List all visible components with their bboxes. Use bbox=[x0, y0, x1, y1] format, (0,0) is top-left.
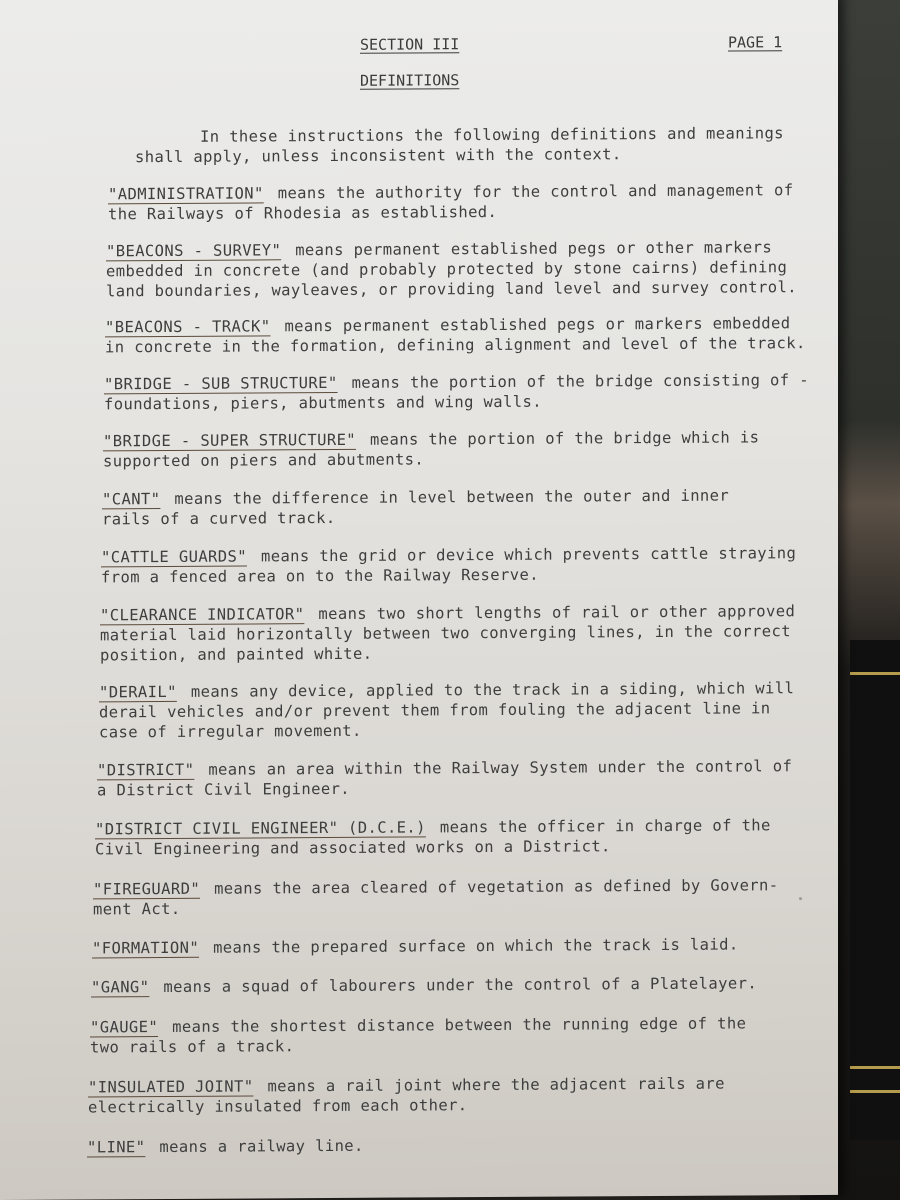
definition-bridge-super-structure bbox=[103, 427, 823, 471]
page-number: PAGE 1 bbox=[728, 33, 783, 52]
intro-line: shall apply, unless inconsistent with the context. bbox=[135, 145, 622, 167]
definition-term: "BRIDGE - SUB STRUCTURE" bbox=[104, 373, 338, 394]
definition-term: "GAUGE" bbox=[90, 1018, 159, 1037]
definition-text: means the shortest distance between the running edge of the bbox=[172, 1014, 747, 1036]
definition-text: embedded in concrete (and probably protected by stone cairns) defining bbox=[106, 258, 788, 281]
definition-line bbox=[87, 1133, 807, 1157]
book-spine bbox=[850, 640, 900, 1140]
definition-insulated-joint bbox=[88, 1073, 808, 1117]
definition-text: means the portion of the bridge consisting of - bbox=[351, 371, 809, 392]
definition-gauge bbox=[90, 1013, 810, 1057]
definition-text: derail vehicles and/or prevent them from fouling the adjacent line in bbox=[99, 699, 771, 722]
definition-term: "DISTRICT" bbox=[97, 760, 195, 780]
definition-text: electrically insulated from each other. bbox=[88, 1096, 468, 1117]
definition-text: ment Act. bbox=[93, 899, 181, 919]
definition-district bbox=[97, 756, 817, 800]
definition-term: "DISTRICT CIVIL ENGINEER" (D.C.E.) bbox=[95, 818, 426, 839]
definition-text: means permanent established pegs or markers embedded bbox=[284, 314, 791, 336]
definition-text: means the portion of the bridge which is bbox=[370, 428, 760, 449]
definition-text: from a fenced area on to the Railway Reserve. bbox=[101, 565, 539, 587]
definition-text: means an area within the Railway System under the control of bbox=[208, 757, 793, 779]
definition-gang bbox=[91, 973, 811, 997]
definition-text: land boundaries, wayleaves, or providing land level and survey control. bbox=[106, 278, 797, 301]
definition-district-civil-engineer bbox=[95, 815, 815, 859]
definition-term: "CANT" bbox=[102, 490, 161, 509]
definition-text: means a rail joint where the adjacent rails are bbox=[267, 1074, 725, 1096]
definition-beacons-survey bbox=[106, 237, 826, 301]
definition-text: means a squad of labourers under the control of a Platelayer. bbox=[163, 974, 758, 997]
paper-speck bbox=[799, 897, 802, 900]
definition-text: means permanent established pegs or other markers bbox=[295, 238, 773, 260]
definition-text: Civil Engineering and associated works on a District. bbox=[95, 837, 611, 859]
definition-text: position, and painted white. bbox=[100, 644, 373, 665]
definition-text: means the authority for the control and management of bbox=[277, 181, 794, 203]
definition-text: means two short lengths of rail or other approved bbox=[318, 602, 796, 624]
definition-fireguard bbox=[93, 875, 813, 919]
definition-text: the Railways of Rhodesia as established. bbox=[108, 202, 498, 224]
definition-cant bbox=[102, 485, 822, 529]
definition-text: means any device, applied to the track in a siding, which will bbox=[190, 679, 795, 701]
definition-term: "BEACONS - TRACK" bbox=[105, 317, 271, 337]
definition-term: "FIREGUARD" bbox=[93, 879, 201, 899]
definition-term: "BEACONS - SURVEY" bbox=[106, 241, 282, 261]
definition-text: case of irregular movement. bbox=[99, 721, 362, 742]
definition-term: "BRIDGE - SUPER STRUCTURE" bbox=[103, 430, 357, 451]
definition-text: means the grid or device which prevents cattle straying bbox=[260, 544, 797, 566]
definition-text: means a railway line. bbox=[159, 1136, 364, 1157]
definition-text: supported on piers and abutments. bbox=[103, 450, 425, 471]
definition-formation bbox=[92, 934, 812, 958]
definition-term: "INSULATED JOINT" bbox=[88, 1077, 254, 1097]
definition-text: in concrete in the formation, defining alignment and level of the track. bbox=[105, 334, 806, 357]
definition-text: means the difference in level between the outer and inner bbox=[174, 486, 730, 508]
definition-text: means the officer in charge of the bbox=[439, 816, 771, 837]
definition-cattle-guards bbox=[101, 543, 821, 587]
definition-beacons-track bbox=[105, 313, 825, 357]
definition-term: "FORMATION" bbox=[92, 938, 200, 958]
section-label: SECTION III bbox=[360, 35, 460, 54]
definition-text: means the prepared surface on which the track is laid. bbox=[213, 935, 739, 957]
definition-text: two rails of a track. bbox=[90, 1037, 295, 1057]
definition-administration bbox=[108, 180, 828, 224]
definition-text: material laid horizontally between two converging lines, in the correct bbox=[100, 622, 791, 645]
definition-bridge-sub-structure bbox=[104, 370, 824, 414]
definition-derail bbox=[99, 678, 819, 742]
definition-term: "CATTLE GUARDS" bbox=[101, 547, 247, 567]
page-title: DEFINITIONS bbox=[360, 71, 460, 90]
book-gilt-line bbox=[850, 1066, 900, 1069]
definition-term: "DERAIL" bbox=[99, 682, 177, 702]
definition-term: "LINE" bbox=[87, 1138, 146, 1157]
intro-paragraph bbox=[135, 123, 815, 167]
definition-clearance-indicator bbox=[100, 601, 820, 665]
definition-term: "ADMINISTRATION" bbox=[108, 184, 264, 204]
definition-text: means the area cleared of vegetation as defined by Govern- bbox=[214, 876, 779, 898]
definition-text: foundations, piers, abutments and wing walls. bbox=[104, 392, 542, 414]
intro-line: In these instructions the following definitions and meanings bbox=[200, 124, 784, 146]
book-gilt-line bbox=[850, 672, 900, 675]
definition-text: a District Civil Engineer. bbox=[97, 779, 351, 800]
definition-term: "CLEARANCE INDICATOR" bbox=[100, 605, 305, 625]
book-gilt-line bbox=[850, 1090, 900, 1093]
definition-text: rails of a curved track. bbox=[102, 508, 336, 529]
definition-term: "GANG" bbox=[91, 978, 150, 997]
